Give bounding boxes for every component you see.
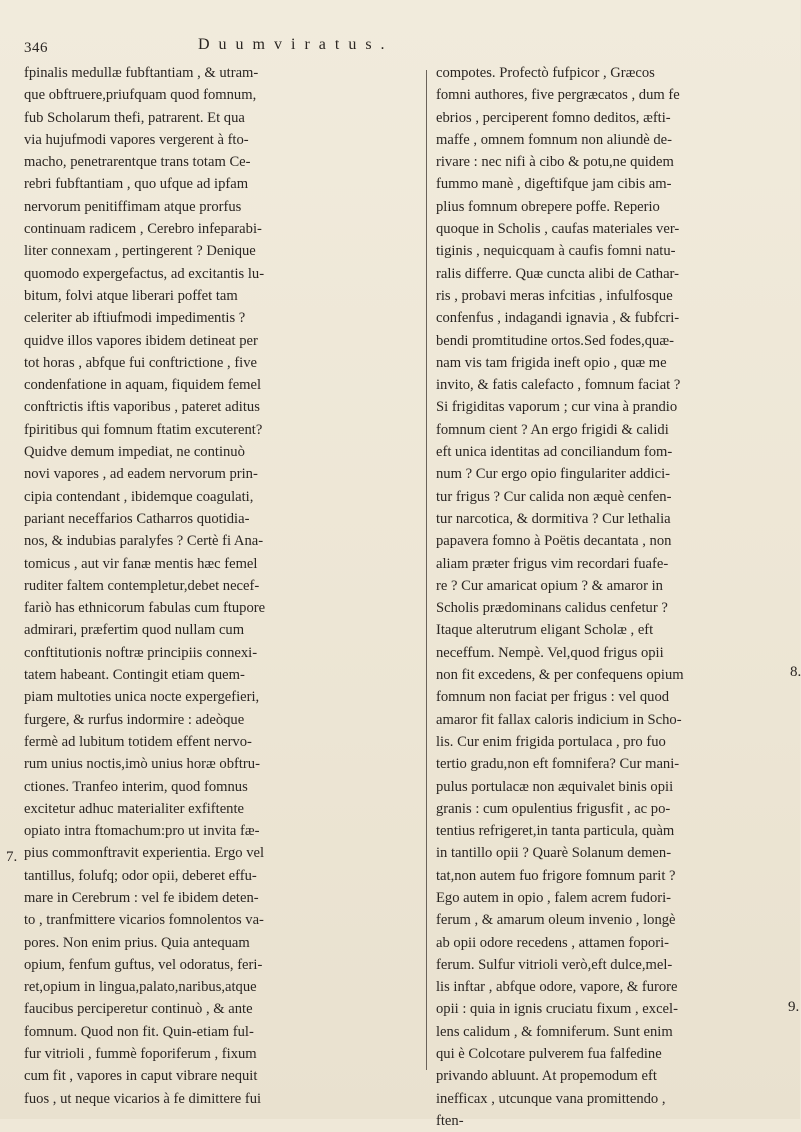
text-line: to , tranfmittere vicarios fomnolentos va-: [24, 912, 264, 929]
text-line: re ? Cur amaricat opium ? & amaror in: [436, 577, 663, 594]
text-line: macho, penetrarentque trans totam Ce-: [24, 154, 251, 171]
text-line: condenfatione in aquam, fiquidem femel: [24, 377, 262, 394]
text-line: papavera fomno à Poëtis decantata , non: [436, 533, 672, 550]
text-line: via hujufmodi vapores vergerent à fto-: [24, 131, 249, 148]
text-line: pores. Non enim prius. Quia antequam: [24, 934, 250, 951]
text-line: bendi promtitudine ortos.Sed fodes,quæ-: [436, 332, 674, 349]
margin-note-8: 8.: [790, 664, 801, 680]
text-line: bitum, folvi atque liberari poffet tam: [24, 287, 238, 304]
left-text-column: [24, 62, 416, 1110]
text-line: plius fomnum obrepere poffe. Reperio: [436, 198, 660, 215]
text-line: rebri fubftantiam , quo ufque ad ipfam: [24, 176, 249, 193]
text-line: mare in Cerebrum : vel fe ibidem deten-: [24, 889, 259, 906]
text-line: Quidve demum impediat, ne continuò: [24, 444, 245, 461]
text-line: opiato intra ftomachum:pro ut invita fæ-: [24, 823, 260, 840]
text-line: fermè ad lubitum totidem effent nervo-: [24, 733, 252, 750]
text-line: non fit excedens, & per confequens opium: [436, 667, 684, 684]
page-number: 346: [24, 40, 48, 56]
margin-note-7: 7.: [6, 849, 18, 865]
text-line: lis inftar , abfque odore, vapore, & furore: [436, 979, 678, 996]
text-line: tat,non autem fuo frigore fomnum parit ?: [436, 867, 676, 884]
text-line: faucibus perciperetur continuò , & ante: [24, 1001, 253, 1018]
text-line: conftrictis iftis vaporibus , pateret aditus: [24, 399, 260, 416]
text-line: que obftruere,priufquam quod fomnum,: [24, 87, 257, 104]
text-line: nervorum penitiffimam atque prorfus: [24, 198, 242, 215]
text-line: tiginis , nequicquam à caufis fomni natu-: [436, 243, 676, 260]
text-line: aliam præter frigus vim recordari fuafe-: [436, 555, 669, 572]
text-line: pariant neceffarios Catharros quotidia-: [24, 510, 250, 527]
text-line: rivare : nec nifi à cibo & potu,ne quidem: [436, 154, 674, 171]
text-line: Ego autem in opio , falem acrem fudori-: [436, 889, 672, 906]
text-line: ctiones. Tranfeo interim, quod fomnus: [24, 778, 248, 795]
text-line: furgere, & rurfus indormire : adeòque: [24, 711, 245, 728]
text-line: num ? Cur ergo opio fingulariter addici-: [436, 466, 670, 483]
text-line: fomni authores, five pergræcatos , dum fe: [436, 87, 680, 104]
text-line: opium, fenfum guftus, vel odoratus, feri-: [24, 956, 263, 973]
column-divider: [426, 70, 427, 1070]
text-line: in tantillo opii ? Quarè Solanum demen-: [436, 845, 672, 862]
text-line: ften-: [436, 1112, 464, 1129]
text-line: compotes. Profectò fufpicor , Græcos: [436, 65, 655, 81]
text-line: piam multoties unica nocte expergefieri,: [24, 689, 260, 706]
text-line: inefficax , utcunque vana promittendo ,: [436, 1090, 666, 1107]
text-line: ebrios , perciperent fomno deditos, æfti-: [436, 109, 671, 126]
text-line: amaror fit fallax caloris indicium in Scho-: [436, 711, 682, 728]
text-line: admirari, præfertim quod nullam cum: [24, 622, 245, 639]
text-line: tatem habeant. Contingit etiam quem-: [24, 667, 245, 684]
text-line: fpiritibus qui fomnum ftatim excuterent?: [24, 421, 263, 438]
text-line: fuos , ut neque vicarios à fe dimittere fui: [24, 1090, 262, 1107]
text-line: cum fit , vapores in caput vibrare nequit: [24, 1068, 258, 1085]
text-line: Si frigiditas vaporum ; cur vina à prandio: [436, 399, 678, 416]
text-line: ferum. Sulfur vitrioli verò,eft dulce,mel-: [436, 956, 673, 973]
text-line: excitetur adhuc materialiter exfiftente: [24, 800, 245, 817]
text-line: tertio gradu,non eft fomnifera? Cur mani-: [436, 756, 680, 773]
text-line: neceffum. Nempè. Vel,quod frigus opii: [436, 644, 664, 661]
text-line: confenfus , indagandi ignavia , & fubfcri-: [436, 310, 680, 327]
text-line: Scholis prædominans calidus cenfetur ?: [436, 600, 668, 617]
text-line: tot horas , abfque fui conftrictione , five: [24, 354, 258, 371]
text-line: tomicus , aut vir fanæ mentis hæc femel: [24, 555, 258, 572]
text-line: cipia contendant , ibidemque coagulati,: [24, 488, 254, 505]
text-line: lens calidum , & fomniferum. Sunt enim: [436, 1023, 673, 1040]
text-line: fub Scholarum thefi, patrarent. Et qua: [24, 109, 245, 126]
text-line: ruditer faltem contempletur,debet necef-: [24, 577, 260, 594]
text-line: tur frigus ? Cur calida non æquè cenfen-: [436, 488, 672, 505]
text-line: liter connexam , pertingerent ? Denique: [24, 243, 256, 260]
text-line: quomodo expergefactus, ad excitantis lu-: [24, 265, 265, 282]
text-line: ab opii odore recedens , attamen fopori-: [436, 934, 670, 951]
running-title: Duumviratus.: [198, 36, 394, 53]
text-line: quoque in Scholis , caufas materiales ver-: [436, 221, 680, 238]
text-line: privando abluunt. At propemodum eft: [436, 1068, 657, 1085]
text-line: opii : quia in ignis cruciatu fixum , excel-: [436, 1001, 678, 1018]
text-line: maffe , omnem fomnum non aliundè de-: [436, 131, 673, 148]
margin-note-9: 9.: [788, 999, 800, 1015]
text-line: lis. Cur enim frigida portulaca , pro fuo: [436, 733, 666, 750]
text-line: tentius refrigeret,in tanta particula, quàm: [436, 823, 675, 840]
text-line: fur vitrioli , fummè foporiferum , fixum: [24, 1046, 257, 1063]
text-line: fariò has ethnicorum fabulas cum ftupore: [24, 600, 266, 617]
right-text-column: [436, 62, 788, 1132]
text-line: tantillus, folufq; odor opii, deberet effu-: [24, 867, 257, 884]
text-line: conftitutionis noftræ principiis connexi-: [24, 644, 258, 661]
text-line: fomnum non faciat per frigus : vel quod: [436, 689, 670, 706]
text-line: celeriter ab iftiufmodi impedimentis ?: [24, 310, 246, 327]
text-line: novi vapores , ad eadem nervorum prin-: [24, 466, 258, 483]
text-line: nos, & indubias paralyfes ? Certè fi Ana-: [24, 533, 264, 550]
text-line: ralis differre. Quæ cuncta alibi de Cathar-: [436, 265, 679, 282]
text-line: quidve illos vapores ibidem detineat per: [24, 332, 258, 349]
text-line: rum unius noctis,imò unius horæ obftru-: [24, 756, 260, 773]
text-line: Itaque alterutrum eligant Scholæ , eft: [436, 622, 654, 639]
text-line: fomnum. Quod non fit. Quin-etiam ful-: [24, 1023, 254, 1040]
text-line: ris , probavi meras infcitias , infulfosque: [436, 287, 673, 304]
text-line: invito, & fatis calefacto , fomnum faciat ?: [436, 377, 681, 394]
text-line: pius commonftravit experientia. Ergo vel: [24, 845, 265, 862]
text-line: fpinalis medullæ fubftantiam , & utram-: [24, 65, 259, 81]
text-line: granis : cum opulentius frigusfit , ac po-: [436, 800, 671, 817]
text-line: qui è Colcotare pulverem fua falfedine: [436, 1046, 662, 1063]
text-line: tur narcotica, & dormitiva ? Cur lethalia: [436, 510, 671, 527]
text-line: ret,opium in lingua,palato,naribus,atque: [24, 979, 257, 996]
text-line: fummo manè , digeftifque jam cibis am-: [436, 176, 672, 193]
text-line: ferum , & amarum oleum invenio , longè: [436, 912, 676, 929]
text-line: continuam radicem , Cerebro infeparabi-: [24, 221, 262, 238]
text-line: pulus portulacæ non æquivalet binis opii: [436, 778, 674, 795]
text-line: eft unica identitas ad conciliandum fom-: [436, 444, 673, 461]
text-line: fomnum cient ? An ergo frigidi & calidi: [436, 421, 669, 438]
text-line: nam vis tam frigida ineft opio , quæ me: [436, 354, 667, 371]
